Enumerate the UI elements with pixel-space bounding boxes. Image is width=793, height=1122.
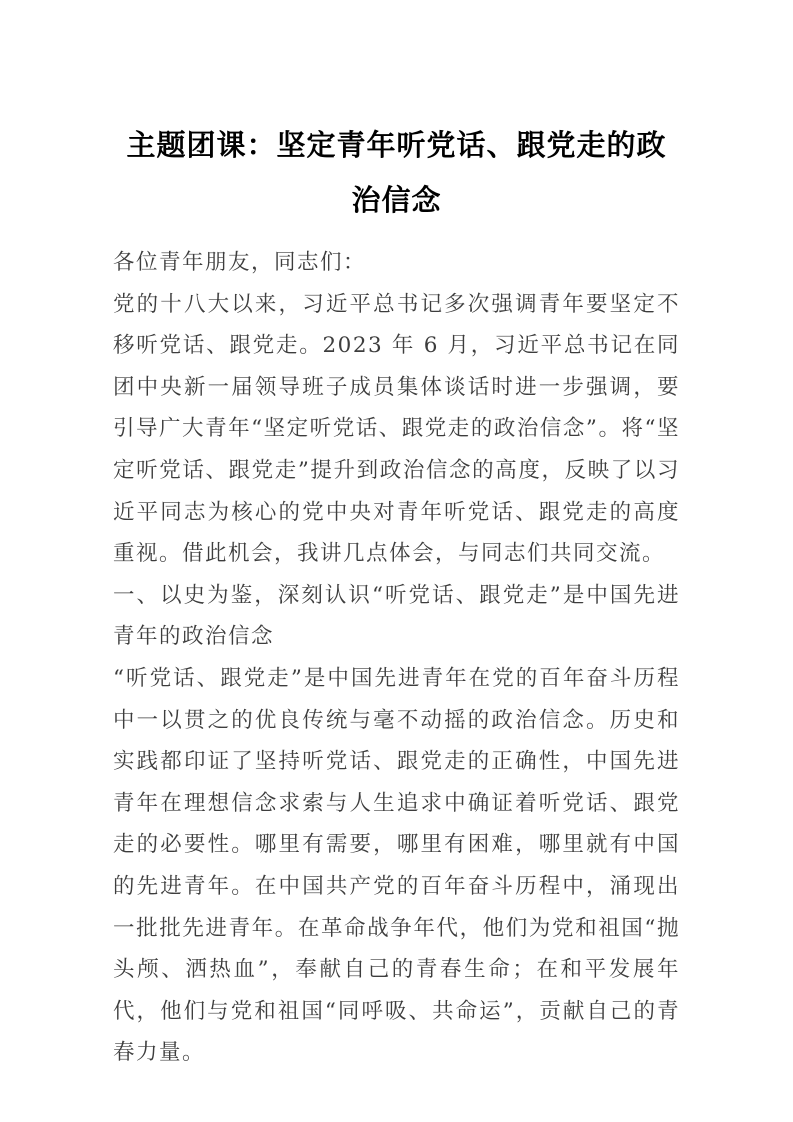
document-title: 主题团课：坚定青年听党话、跟党走的政治信念 [126,128,667,217]
salutation-line: 各位青年朋友，同志们： [113,250,367,275]
section-one-heading: 一、以史为鉴，深刻认识“听党话、跟党走”是中国先进青年的政治信念 [113,582,680,650]
section-one-paragraph: “听党话、跟党走”是中国先进青年在党的百年奋斗历程中一以贯之的优良传统与毫不动摇的政治信念。历史和实践都印证了坚持听党话、跟党走的正确性，中国先进青年在理想信念求索与人生追求中确证着听党话、跟党走的必要性。哪里有需要，哪里有困难，哪里就有中国的先进青年。在中国共产党的百年奋斗历程中，涌现出一批批先进青年。在革命战争年代，他们为党和祖国“抛头颅、洒热血”，奉献自己的青春生命；在和平发展年代，他们与党和祖国“同呼吸、共命运”，贡献自己的青春力量。 [113,665,680,1066]
intro-paragraph: 党的十八大以来，习近平总书记多次强调青年要坚定不移听党话、跟党走。2023 年 6 月，习近平总书记在同团中央新一届领导班子成员集体谈话时进一步强调，要引导广大青年“坚定听党话、跟党走的政治信念”。将“坚定听党话、跟党走”提升到政治信念的高度，反映了以习近平同志为核心的党中央对青年听党话、跟党走的高度重视。借此机会，我讲几点体会，与同志们共同交流。 [113,291,680,567]
document-body [113,242,680,1074]
